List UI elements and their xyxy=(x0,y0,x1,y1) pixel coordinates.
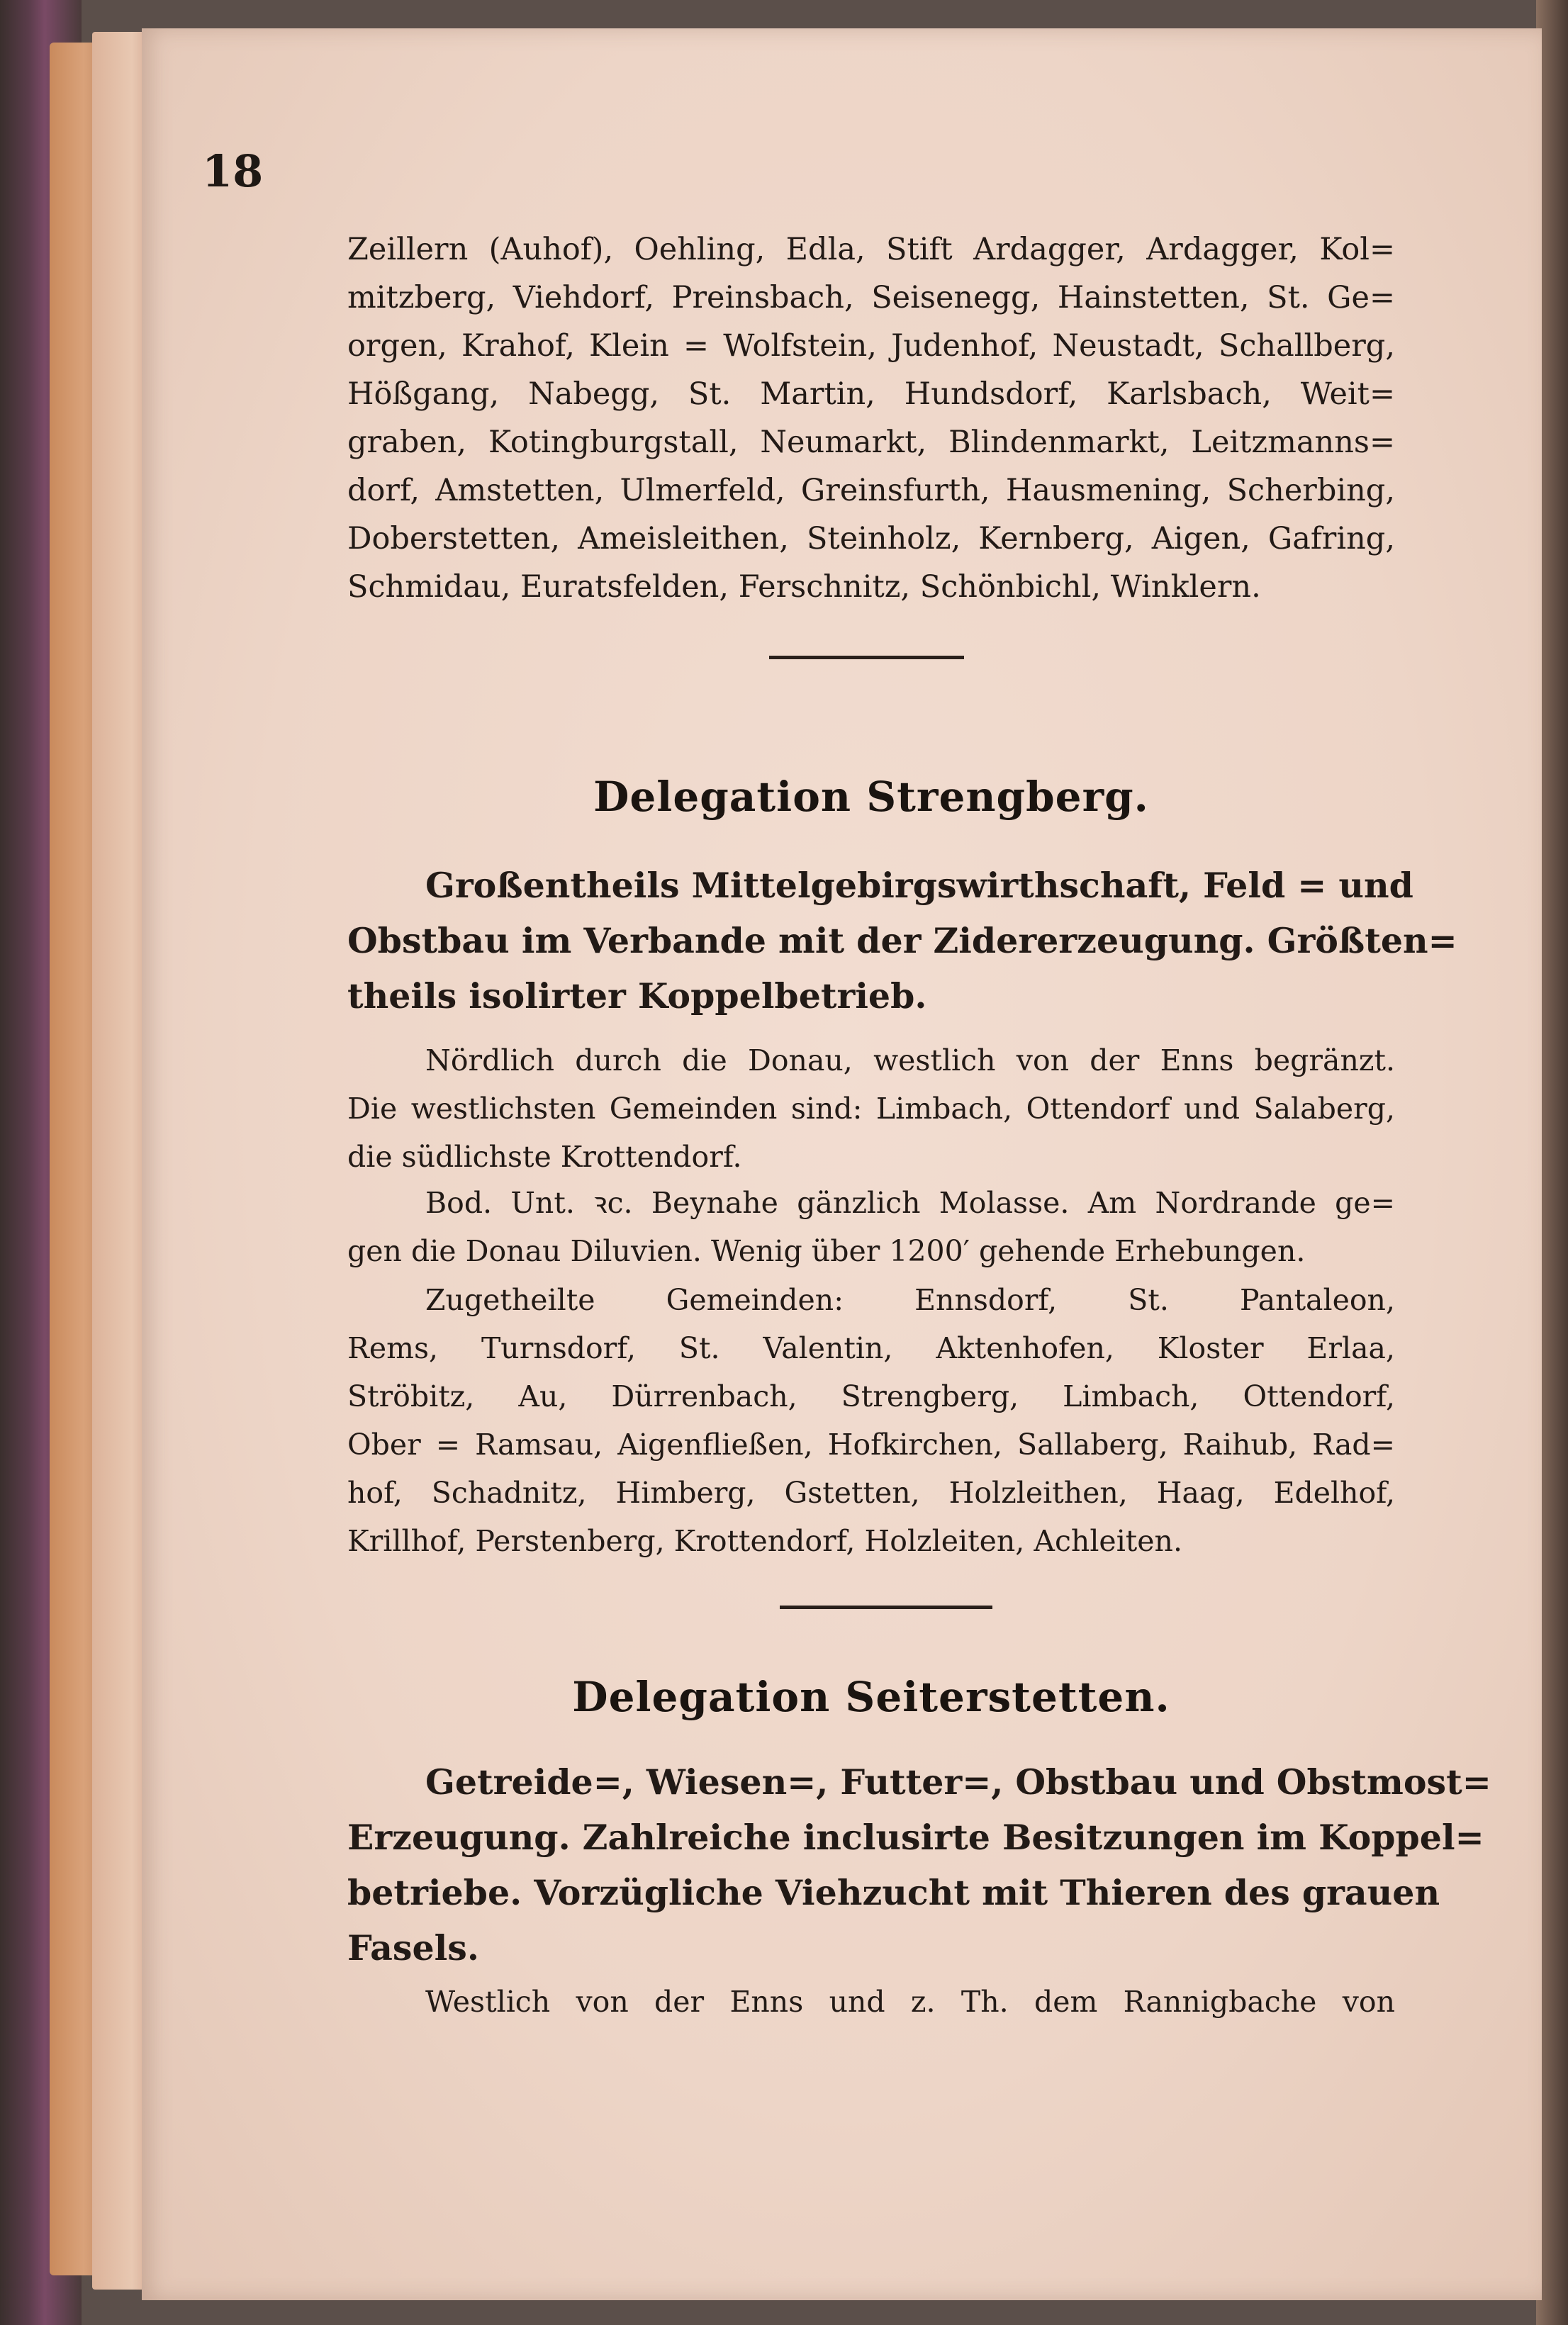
section-divider xyxy=(780,1606,992,1609)
text-line: Krillhof, Perstenberg, Krottendorf, Holzleiten, Achleiten. xyxy=(347,1524,1182,1558)
text-line: Großentheils Mittelgebirgswirthschaft, Feld = und xyxy=(425,865,1413,906)
page-edge xyxy=(92,32,149,2290)
text-line: Doberstetten, Ameisleithen, Steinholz, Kernberg, Aigen, Gafring, xyxy=(347,521,1395,556)
page-number: 18 xyxy=(202,145,264,197)
text-line: Ober = Ramsau, Aigenfließen, Hofkirchen, Sallaberg, Raihub, Rad= xyxy=(347,1428,1395,1462)
text-line: Westlich von der Enns und z. Th. dem Rannigbache von xyxy=(425,1985,1395,2019)
section-divider xyxy=(769,656,964,659)
text-line: Getreide=, Wiesen=, Futter=, Obstbau und Obstmost= xyxy=(425,1761,1491,1803)
text-line: die südlichste Krottendorf. xyxy=(347,1140,742,1174)
text-line: gen die Donau Diluvien. Wenig über 1200′ gehende Erhebungen. xyxy=(347,1234,1306,1268)
text-line: hof, Schadnitz, Himberg, Gstetten, Holzleithen, Haag, Edelhof, xyxy=(347,1476,1395,1510)
places-paragraph xyxy=(347,225,1395,611)
communities-paragraph xyxy=(347,1276,1395,1565)
text-line: Rems, Turnsdorf, St. Valentin, Aktenhofen, Kloster Erlaa, xyxy=(347,1331,1395,1365)
text-line: Erzeugung. Zahlreiche inclusirte Besitzungen im Koppel= xyxy=(347,1817,1484,1858)
soil-paragraph xyxy=(347,1179,1395,1275)
section-heading: Delegation Seiterstetten. xyxy=(572,1673,1170,1721)
text-line: orgen, Krahof, Klein = Wolfstein, Judenhof, Neustadt, Schallberg, xyxy=(347,328,1395,364)
text-line: betriebe. Vorzügliche Viehzucht mit Thieren des grauen xyxy=(347,1872,1440,1913)
text-line: Bod. Unt. ꝛc. Beynahe gänzlich Molasse. Am Nordrande ge= xyxy=(425,1186,1395,1220)
section-summary xyxy=(347,858,1457,1024)
location-paragraph xyxy=(347,1978,1395,2026)
text-line: Zugetheilte Gemeinden: Ennsdorf, St. Pantaleon, xyxy=(425,1283,1395,1317)
text-line: Fasels. xyxy=(347,1927,479,1968)
text-line: Obstbau im Verbande mit der Zidererzeugung. Größten= xyxy=(347,920,1457,961)
text-line: Schmidau, Euratsfelden, Ferschnitz, Schönbichl, Winklern. xyxy=(347,569,1261,605)
text-line: Hößgang, Nabegg, St. Martin, Hundsdorf, Karlsbach, Weit= xyxy=(347,376,1395,412)
section-heading: Delegation Strengberg. xyxy=(593,773,1149,821)
text-line: graben, Kotingburgstall, Neumarkt, Blindenmarkt, Leitzmanns= xyxy=(347,425,1395,460)
text-line: Nördlich durch die Donau, westlich von der Enns begränzt. xyxy=(425,1043,1395,1077)
text-line: Zeillern (Auhof), Oehling, Edla, Stift Ardagger, Ardagger, Kol= xyxy=(347,232,1395,267)
location-paragraph xyxy=(347,1036,1395,1181)
text-line: mitzberg, Viehdorf, Preinsbach, Seisenegg, Hainstetten, St. Ge= xyxy=(347,280,1395,315)
text-line: dorf, Amstetten, Ulmerfeld, Greinsfurth, Hausmening, Scherbing, xyxy=(347,473,1395,508)
section-summary xyxy=(347,1754,1491,1976)
text-line: theils isolirter Koppelbetrieb. xyxy=(347,975,927,1016)
text-line: Die westlichsten Gemeinden sind: Limbach, Ottendorf und Salaberg, xyxy=(347,1092,1395,1126)
text-line: Ströbitz, Au, Dürrenbach, Strengberg, Limbach, Ottendorf, xyxy=(347,1379,1395,1413)
